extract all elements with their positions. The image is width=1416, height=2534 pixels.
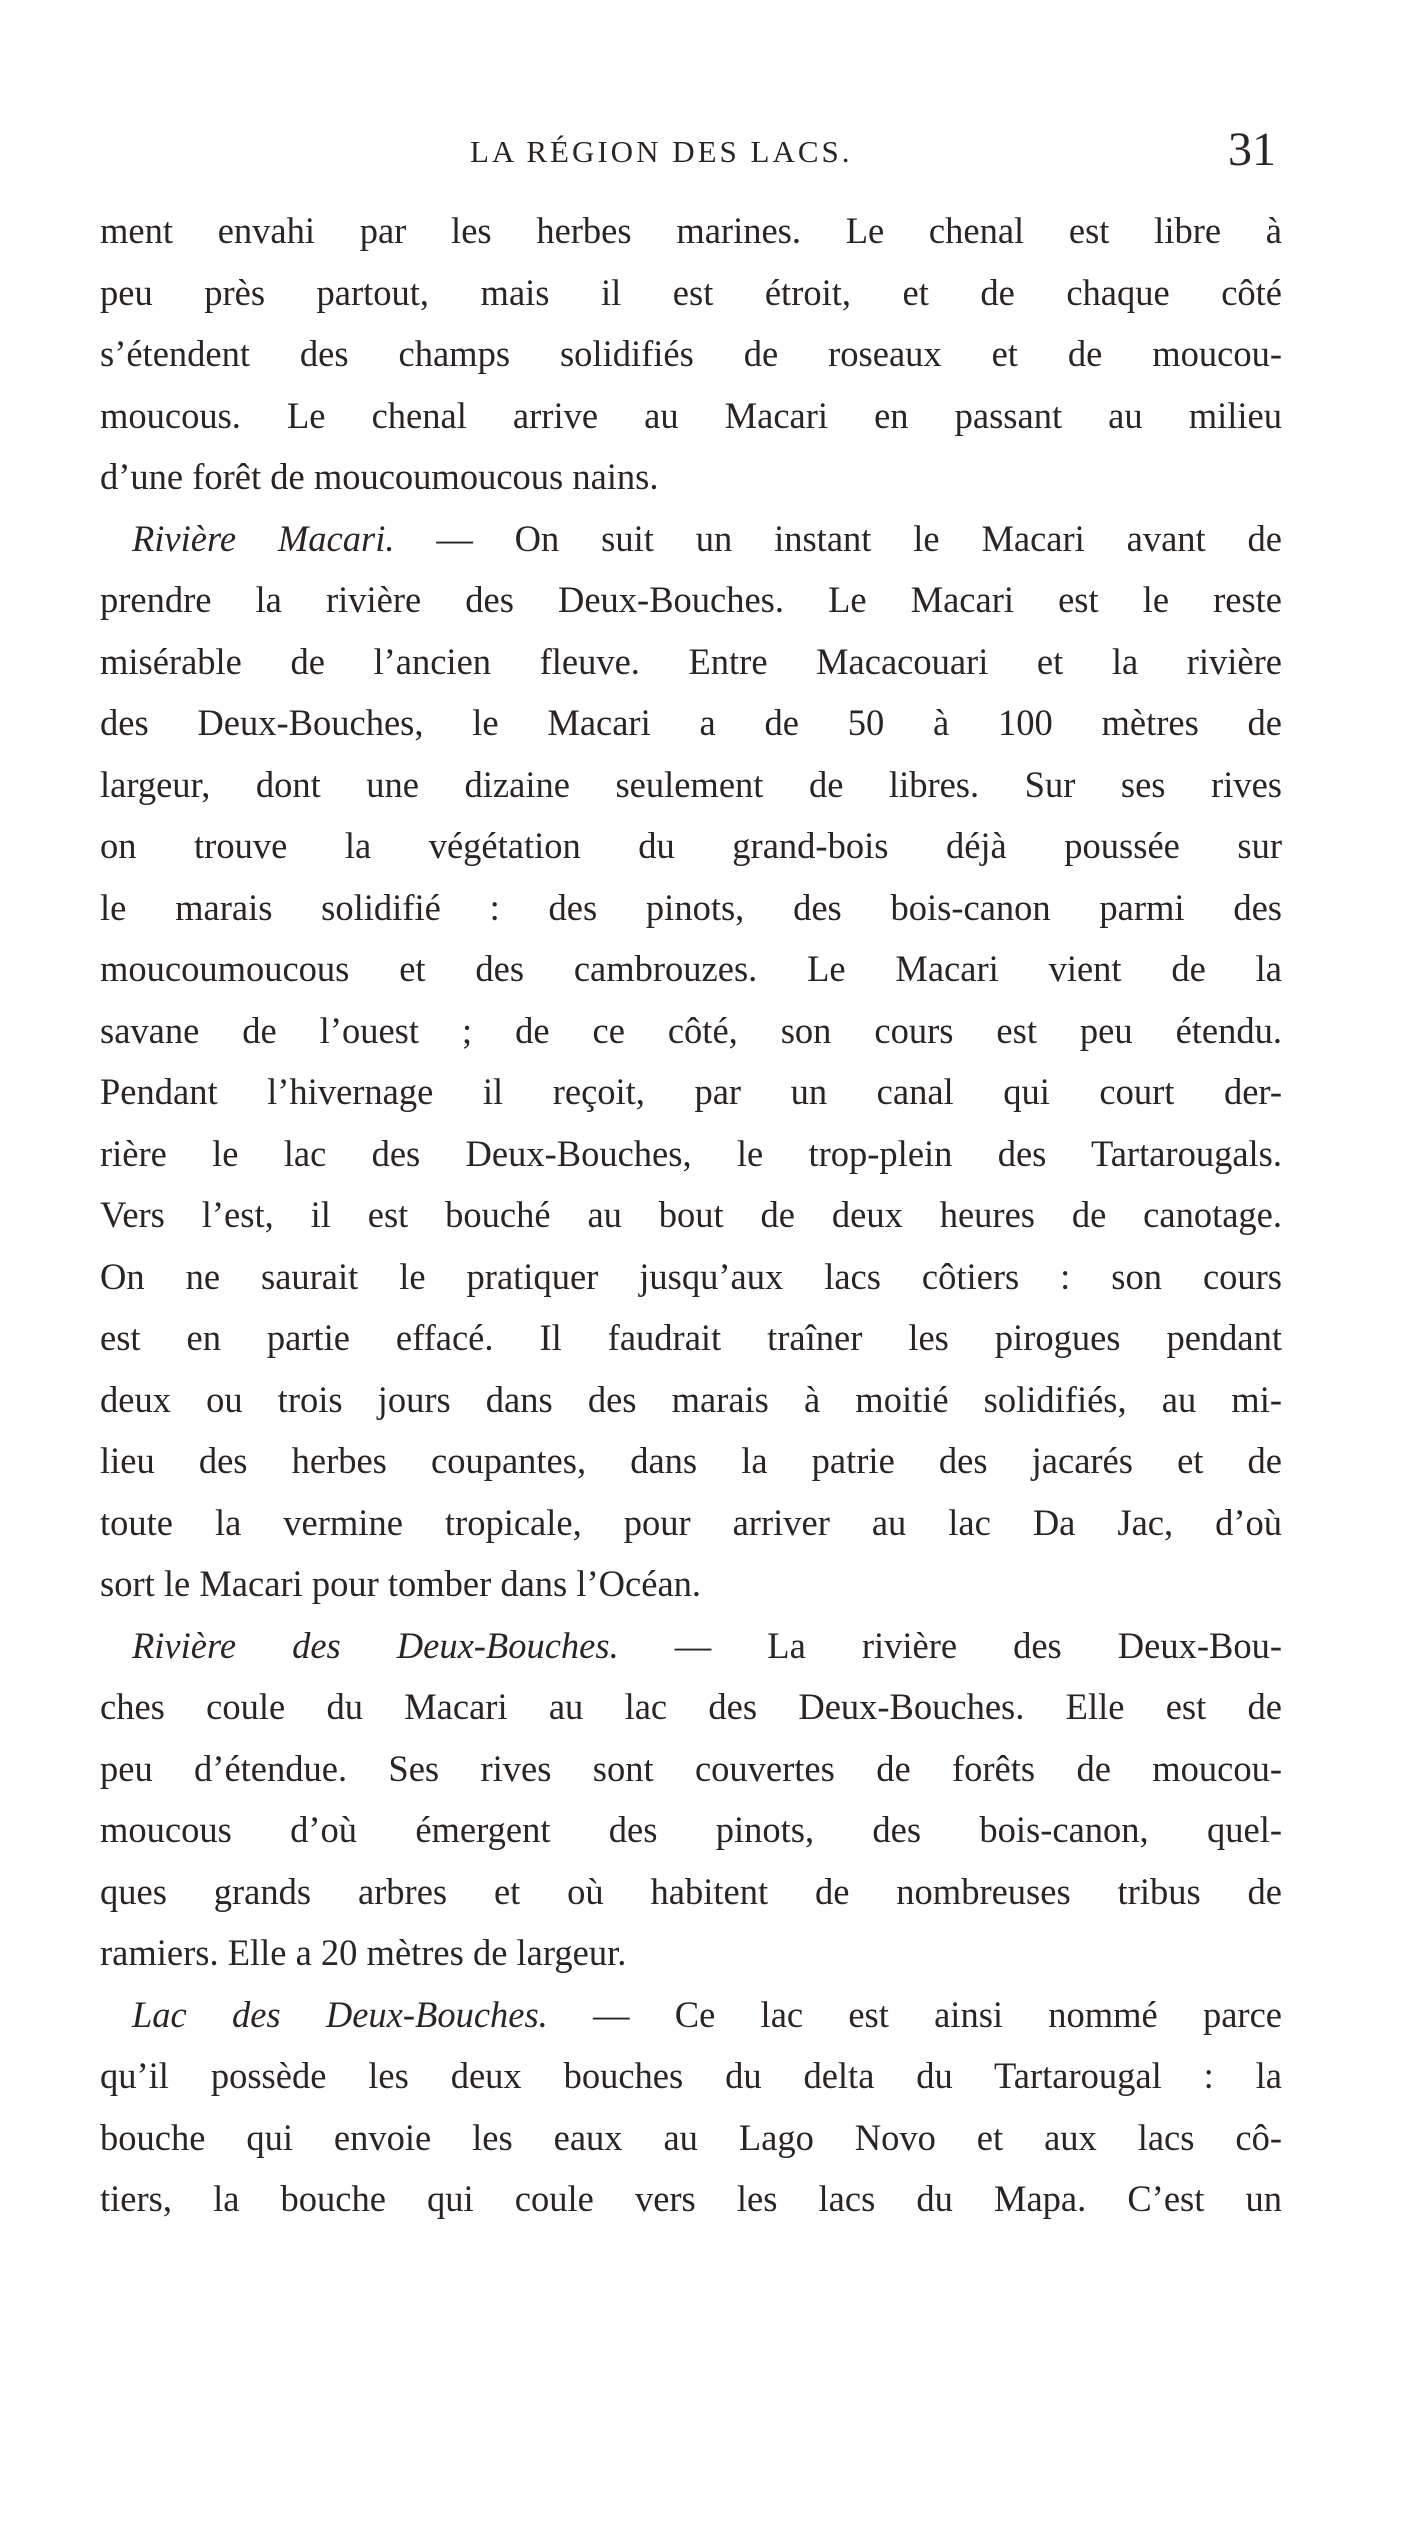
line-text: des Deux-Bouches, le Macari a de 50 à 100 mètres de [100,702,1282,743]
text-line [100,508,1282,570]
line-text: tiers, la bouche qui coule vers les lacs du Mapa. C’est un [100,2178,1282,2219]
text-line [100,1861,1282,1923]
running-head [0,123,1416,198]
line-text: ches coule du Macari au lac des Deux-Bouches. Elle est de [100,1686,1282,1727]
line-text: deux ou trois jours dans des marais à moitié solidifiés, au mi- [100,1378,1282,1420]
text-line [100,1553,1282,1615]
text-line [100,262,1282,324]
line-text: moucoumoucous et des cambrouzes. Le Macari vient de la [100,948,1282,989]
line-text: ment envahi par les herbes marines. Le chenal est libre à [100,210,1282,251]
text-line [100,1984,1282,2046]
line-text: On ne saurait le pratiquer jusqu’aux lacs côtiers : son cours [100,1255,1282,1297]
line-text: qu’il possède les deux bouches du delta du Tartarougal : la [100,2055,1282,2096]
section-heading: Rivière des Deux-Bouches. [132,1624,619,1666]
text-line [100,323,1282,385]
text-line [100,1369,1282,1431]
line-text: — Ce lac est ainsi nommé parce [547,1993,1282,2035]
text-line [100,1738,1282,1800]
text-line [100,1307,1282,1369]
page-number: 31 [1228,123,1276,176]
text-line [100,2045,1282,2107]
line-text: toute la vermine tropicale, pour arriver au lac Da Jac, d’où [100,1501,1282,1543]
text-line [100,1430,1282,1492]
line-text: — On suit un instant le Macari avant de [394,517,1282,559]
text-line [100,2107,1282,2169]
line-text: d’une forêt de moucoumoucous nains. [100,456,659,497]
line-text: — La rivière des Deux-Bou- [618,1624,1282,1666]
line-text: on trouve la végétation du grand-bois déjà poussée sur [100,825,1282,866]
line-text: rière le lac des Deux-Bouches, le trop-plein des Tartarougals. [100,1132,1282,1174]
text-line [100,2168,1282,2230]
text-line [100,1799,1282,1861]
line-text: moucous. Le chenal arrive au Macari en passant au milieu [100,394,1282,436]
text-line [100,692,1282,754]
line-text: largeur, dont une dizaine seulement de libres. Sur ses rives [100,763,1282,805]
text-line [100,1676,1282,1738]
line-text: ramiers. Elle a 20 mètres de largeur. [100,1932,627,1973]
text-line [100,815,1282,877]
text-line [100,569,1282,631]
line-text: Pendant l’hivernage il reçoit, par un canal qui court der- [100,1071,1282,1112]
text-line [100,938,1282,1000]
text-line [100,1492,1282,1554]
text-line [100,1246,1282,1308]
line-text: est en partie effacé. Il faudrait traîner les pirogues pendant [100,1317,1282,1358]
line-text: le marais solidifié : des pinots, des bois-canon parmi des [100,886,1282,928]
text-line [100,385,1282,447]
body-text [100,200,1282,2230]
section-heading: Rivière Macari. [132,517,395,559]
line-text: moucous d’où émergent des pinots, des bois-canon, quel- [100,1809,1282,1850]
text-line [100,1000,1282,1062]
text-line [100,631,1282,693]
text-line [100,1922,1282,1984]
line-text: peu d’étendue. Ses rives sont couvertes de forêts de moucou- [100,1747,1282,1789]
running-title: LA RÉGION DES LACS. [470,134,853,169]
line-text: peu près partout, mais il est étroit, et de chaque côté [100,271,1282,313]
line-text: prendre la rivière des Deux-Bouches. Le Macari est le reste [100,579,1282,620]
line-text: Vers l’est, il est bouché au bout de deux heures de canotage. [100,1194,1282,1235]
text-line [100,877,1282,939]
line-text: s’étendent des champs solidifiés de roseaux et de moucou- [100,333,1282,374]
text-line [100,1184,1282,1246]
text-line [100,754,1282,816]
section-heading: Lac des Deux-Bouches. [132,1993,548,2035]
line-text: misérable de l’ancien fleuve. Entre Macacouari et la rivière [100,640,1282,682]
line-text: sort le Macari pour tomber dans l’Océan. [100,1563,702,1604]
text-line [100,1615,1282,1677]
text-line [100,1123,1282,1185]
line-text: savane de l’ouest ; de ce côté, son cours est peu étendu. [100,1009,1282,1051]
line-text: bouche qui envoie les eaux au Lago Novo et aux lacs cô- [100,2116,1282,2158]
text-line [100,446,1282,508]
text-line [100,1061,1282,1123]
text-line [100,200,1282,262]
line-text: ques grands arbres et où habitent de nombreuses tribus de [100,1870,1282,1912]
line-text: lieu des herbes coupantes, dans la patrie des jacarés et de [100,1440,1282,1481]
